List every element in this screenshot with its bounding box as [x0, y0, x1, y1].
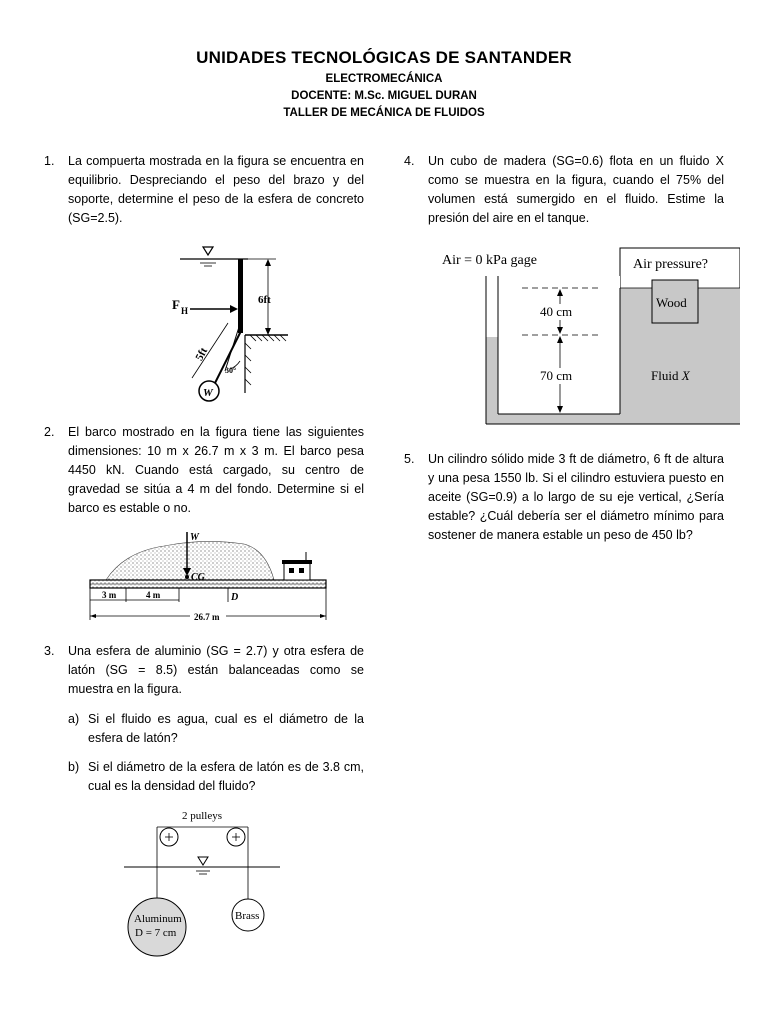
problem-number: 4. [404, 154, 415, 168]
dim-top-label: 40 cm [540, 304, 573, 319]
pulleys-figure [122, 805, 282, 960]
problem-3-item-a [68, 710, 364, 748]
air-left-label: Air = 0 kPa gage [442, 253, 537, 268]
item-text: Si el fluido es agua, cual es el diámetro de la esfera de latón? [88, 712, 364, 745]
program-name: ELECTROMECÁNICA [325, 73, 443, 85]
problem-3 [44, 642, 364, 699]
problem-5 [404, 450, 724, 545]
weight-label: W [190, 532, 199, 543]
aluminum-diameter: D = 7 cm [135, 927, 177, 939]
aluminum-label: Aluminum [134, 913, 182, 925]
problem-1 [44, 152, 364, 228]
brass-label: Brass [235, 910, 260, 922]
fluid-label: Fluid X [651, 368, 690, 383]
problem-number: 2. [44, 425, 55, 439]
problem-text: Una esfera de aluminio (SG = 2.7) y otra esfera de latón (SG = 8.5) están balanceadas como se muestra en la figura. [68, 644, 364, 696]
document-header [0, 48, 768, 122]
pulleys-label: 2 pulleys [182, 810, 223, 822]
problem-text: Un cilindro sólido mide 3 ft de diámetro, 6 ft de altura y una pesa 1550 lb. Si el cilindro estuviera puesto en aceite (SG=0.9) a lo largo de su eje vertical, ¿Sería estable? ¿Cuál debería ser el diámetro mínimo para sostener de manera estable un peso de 450 lb? [428, 452, 724, 542]
air-right-label: Air pressure? [633, 257, 709, 272]
teacher-name: DOCENTE: M.Sc. MIGUEL DURAN [291, 90, 477, 102]
problem-text: La compuerta mostrada en la figura se encuentra en equilibrio. Despreciando el peso del brazo y del soporte, determine el peso de la esfera de concreto (SG=2.5). [68, 154, 364, 225]
dim-b-label: 4 m [146, 590, 161, 600]
length-label: 26.7 m [194, 612, 220, 622]
cargo-pile [106, 541, 274, 580]
item-text: Si el diámetro de la esfera de latón es de 3.8 cm, cual es la densidad del fluido? [88, 760, 364, 793]
height-label: 6ft [258, 294, 271, 306]
draft-label: D [231, 592, 239, 603]
tank-figure [440, 240, 740, 430]
wood-label: Wood [656, 295, 687, 310]
item-label: b) [68, 760, 80, 774]
barge-figure [84, 530, 334, 625]
weight-label: W [203, 387, 213, 399]
problem-text: Un cubo de madera (SG=0.6) flota en un fluido X como se muestra en la figura, cuando el 75% del volumen está sumergido en el fluido. Estime la presión del aire en el tanque. [428, 154, 724, 225]
arm-label: 5ft [193, 345, 211, 363]
problem-4 [404, 152, 724, 228]
force-label: F [172, 297, 180, 312]
item-label: a) [68, 712, 80, 726]
dim-bottom-label: 70 cm [540, 368, 573, 383]
cg-label: CG [191, 572, 205, 583]
problem-2 [44, 423, 364, 518]
problem-number: 5. [404, 452, 415, 466]
angle-label: 30° [225, 366, 237, 375]
problem-number: 1. [44, 154, 55, 168]
gate-figure [170, 243, 300, 403]
problem-text: El barco mostrado en la figura tiene las siguientes dimensiones: 10 m x 26.7 m x 3 m. El barco pesa 4450 kN. Cuando está cargado, su centro de gravedad se sitúa a 4 m del fondo. Determine si el barco es estable o no. [68, 425, 364, 515]
dim-a-label: 3 m [102, 590, 117, 600]
problem-number: 3. [44, 644, 55, 658]
institution-title: UNIDADES TECNOLÓGICAS DE SANTANDER [196, 48, 572, 67]
course-title: TALLER DE MECÁNICA DE FLUIDOS [283, 107, 485, 119]
problem-3-item-b [68, 758, 364, 796]
force-subscript: H [181, 306, 189, 316]
